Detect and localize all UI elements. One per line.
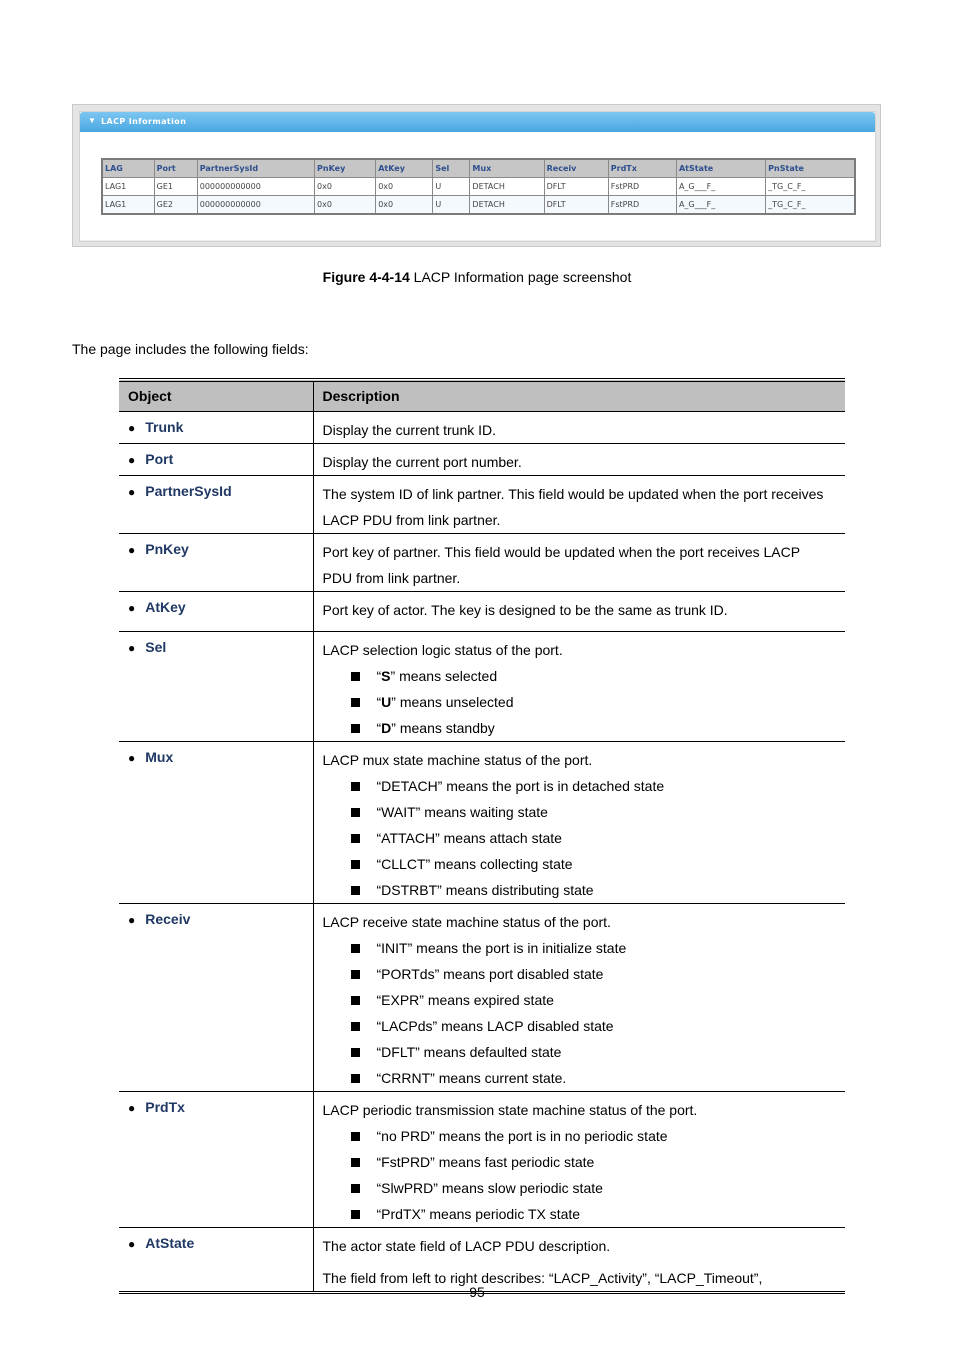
bullet-text-part: “LACPds” means LACP disabled state bbox=[376, 1017, 614, 1034]
bullet-text bbox=[351, 804, 548, 820]
table-cell: GE2 bbox=[154, 196, 197, 215]
bullet-text-part: “ bbox=[376, 693, 382, 710]
field-object bbox=[119, 592, 313, 617]
bullet-text-part: “SlwPRD” means slow periodic state bbox=[376, 1179, 603, 1196]
description-line: Port key of partner. This field would be updated when the port receives LACP bbox=[322, 543, 801, 560]
bullet-text bbox=[351, 966, 604, 982]
square-bullet-icon bbox=[351, 1210, 360, 1219]
table-cell: U bbox=[433, 178, 470, 196]
field-name: PnKey bbox=[145, 540, 189, 557]
lacp-panel bbox=[79, 111, 876, 242]
field-object bbox=[119, 476, 313, 501]
square-bullet-icon bbox=[351, 808, 360, 817]
field-name: PrdTx bbox=[145, 1098, 185, 1115]
square-bullet-icon bbox=[351, 886, 360, 895]
object-header: Object bbox=[119, 380, 313, 411]
table-cell: DFLT bbox=[544, 196, 608, 215]
bullet-text bbox=[351, 1206, 581, 1222]
field-object bbox=[119, 444, 313, 469]
bullet-text-part: “DFLT” means defaulted state bbox=[376, 1043, 562, 1060]
square-bullet-icon bbox=[351, 996, 360, 1005]
description-header: Description bbox=[313, 380, 845, 411]
field-name: Mux bbox=[145, 748, 174, 765]
field-name: Trunk bbox=[145, 418, 184, 435]
field-description-table bbox=[119, 378, 845, 1294]
description-bullet bbox=[323, 961, 838, 987]
bullet-text-bold: U bbox=[381, 693, 392, 710]
bullet-text-part: “CRRNT” means current state. bbox=[376, 1069, 567, 1086]
bullet-text-part: “DETACH” means the port is in detached state bbox=[376, 777, 665, 794]
figure-text: LACP Information page screenshot bbox=[409, 269, 632, 285]
bullet-dot-icon: ● bbox=[128, 640, 136, 655]
field-row bbox=[119, 741, 845, 903]
field-name: AtState bbox=[145, 1234, 195, 1251]
table-cell: DFLT bbox=[544, 178, 608, 196]
square-bullet-icon bbox=[351, 1048, 360, 1057]
field-name: PartnerSysId bbox=[145, 482, 232, 499]
bullet-dot-icon: ● bbox=[128, 600, 136, 615]
square-bullet-icon bbox=[351, 1022, 360, 1031]
column-header: Receiv bbox=[544, 159, 608, 178]
field-row bbox=[119, 1091, 845, 1227]
description-bullet bbox=[323, 1123, 838, 1149]
square-bullet-icon bbox=[351, 1132, 360, 1141]
field-description bbox=[314, 632, 846, 741]
field-object bbox=[119, 1092, 313, 1117]
column-header: PnState bbox=[766, 159, 855, 178]
bullet-text bbox=[351, 1044, 562, 1060]
bullet-text bbox=[351, 882, 594, 898]
panel-header[interactable] bbox=[80, 112, 875, 132]
description-bullet bbox=[323, 663, 838, 689]
field-object bbox=[119, 534, 313, 559]
field-name: AtKey bbox=[145, 598, 186, 615]
description-line: The system ID of link partner. This field would be updated when the port receives bbox=[322, 485, 824, 502]
field-description bbox=[314, 412, 846, 443]
figure-label: Figure 4-4-14 bbox=[322, 269, 410, 285]
description-line: Display the current port number. bbox=[322, 453, 522, 470]
description-line: PDU from link partner. bbox=[322, 569, 461, 586]
collapse-triangle-icon[interactable]: ▼ bbox=[88, 116, 96, 125]
bullet-text bbox=[351, 694, 514, 710]
bullet-text bbox=[351, 1070, 567, 1086]
bullet-text bbox=[351, 668, 498, 684]
bullet-text-part: ” means selected bbox=[390, 667, 498, 684]
square-bullet-icon bbox=[351, 1158, 360, 1167]
bullet-dot-icon: ● bbox=[128, 484, 136, 499]
figure-caption bbox=[0, 269, 954, 285]
field-name: Port bbox=[145, 450, 174, 467]
square-bullet-icon bbox=[351, 860, 360, 869]
field-description bbox=[314, 742, 846, 903]
bullet-text bbox=[351, 830, 562, 846]
bullet-text bbox=[351, 992, 554, 1008]
description-bullet bbox=[323, 825, 838, 851]
table-cell: 0x0 bbox=[315, 178, 376, 196]
field-description bbox=[314, 1092, 846, 1227]
bullet-text-bold: D bbox=[381, 719, 392, 736]
table-cell: LAG1 bbox=[102, 178, 154, 196]
square-bullet-icon bbox=[351, 782, 360, 791]
description-line: Port key of actor. The key is designed to be the same as trunk ID. bbox=[322, 601, 728, 618]
square-bullet-icon bbox=[351, 944, 360, 953]
bullet-text-part: ” means standby bbox=[391, 719, 495, 736]
field-description bbox=[314, 904, 846, 1091]
table-cell: 0x0 bbox=[376, 196, 433, 215]
field-description bbox=[314, 476, 846, 533]
field-description bbox=[314, 444, 846, 475]
bullet-text-part: “WAIT” means waiting state bbox=[376, 803, 548, 820]
field-object bbox=[119, 904, 313, 929]
column-header: Sel bbox=[433, 159, 470, 178]
description-line: The field from left to right describes: “LACP_Activity”, “LACP_Timeout”, bbox=[322, 1269, 763, 1286]
field-row bbox=[119, 475, 845, 533]
field-object bbox=[119, 412, 313, 437]
description-bullet bbox=[323, 799, 838, 825]
table-cell: 000000000000 bbox=[197, 178, 314, 196]
field-object bbox=[119, 1228, 313, 1253]
square-bullet-icon bbox=[351, 724, 360, 733]
column-header: PartnerSysId bbox=[197, 159, 314, 178]
field-object bbox=[119, 632, 313, 657]
bullet-text-part: “INIT” means the port is in initialize state bbox=[376, 939, 627, 956]
bullet-dot-icon: ● bbox=[128, 1100, 136, 1115]
description-bullet bbox=[323, 877, 838, 903]
field-object bbox=[119, 742, 313, 767]
square-bullet-icon bbox=[351, 970, 360, 979]
description-bullet bbox=[323, 1039, 838, 1065]
table-row bbox=[102, 196, 855, 215]
bullet-text bbox=[351, 1180, 603, 1196]
field-description bbox=[314, 592, 846, 623]
description-line: LACP receive state machine status of the port. bbox=[322, 913, 611, 930]
bullet-text-part: “ATTACH” means attach state bbox=[376, 829, 562, 846]
bullet-text-part: “DSTRBT” means distributing state bbox=[376, 881, 594, 898]
bullet-text-part: “PORTds” means port disabled state bbox=[376, 965, 604, 982]
bullet-dot-icon: ● bbox=[128, 420, 136, 435]
bullet-text-part: “ bbox=[376, 719, 382, 736]
table-cell: FstPRD bbox=[608, 196, 676, 215]
table-row bbox=[102, 178, 855, 196]
description-bullet bbox=[323, 1175, 838, 1201]
description-bullet bbox=[323, 715, 838, 741]
square-bullet-icon bbox=[351, 672, 360, 681]
bullet-text bbox=[351, 940, 627, 956]
bullet-text bbox=[351, 720, 495, 736]
bullet-text-bold: S bbox=[381, 667, 391, 684]
bullet-dot-icon: ● bbox=[128, 1236, 136, 1251]
description-bullet bbox=[323, 851, 838, 877]
bullet-text-part: “PrdTX” means periodic TX state bbox=[376, 1205, 581, 1222]
field-row bbox=[119, 443, 845, 475]
description-line: The actor state field of LACP PDU description. bbox=[322, 1237, 611, 1254]
bullet-text bbox=[351, 778, 665, 794]
field-row bbox=[119, 631, 845, 741]
bullet-dot-icon: ● bbox=[128, 542, 136, 557]
table-cell: FstPRD bbox=[608, 178, 676, 196]
table-cell: 000000000000 bbox=[197, 196, 314, 215]
bullet-text bbox=[351, 1154, 595, 1170]
square-bullet-icon bbox=[351, 698, 360, 707]
field-row bbox=[119, 1227, 845, 1292]
field-row bbox=[119, 903, 845, 1091]
bullet-text bbox=[351, 1128, 668, 1144]
bullet-text-part: ” means unselected bbox=[391, 693, 514, 710]
description-line: LACP periodic transmission state machine status of the port. bbox=[322, 1101, 698, 1118]
bullet-text bbox=[351, 1018, 614, 1034]
square-bullet-icon bbox=[351, 834, 360, 843]
field-row bbox=[119, 411, 845, 443]
table-cell: 0x0 bbox=[376, 178, 433, 196]
column-header: PrdTx bbox=[608, 159, 676, 178]
table-cell: U bbox=[433, 196, 470, 215]
description-bullet bbox=[323, 1201, 838, 1227]
bullet-text-part: “FstPRD” means fast periodic state bbox=[376, 1153, 595, 1170]
table-cell: DETACH bbox=[470, 196, 544, 215]
field-row bbox=[119, 591, 845, 631]
table-cell: GE1 bbox=[154, 178, 197, 196]
bullet-text-part: “no PRD” means the port is in no periodic state bbox=[376, 1127, 668, 1144]
table-cell: A_G___F_ bbox=[676, 196, 765, 215]
field-description bbox=[314, 534, 846, 591]
table-cell: 0x0 bbox=[315, 196, 376, 215]
table-cell: _TG_C_F_ bbox=[766, 196, 855, 215]
column-header: PnKey bbox=[315, 159, 376, 178]
description-bullet bbox=[323, 689, 838, 715]
description-line: LACP mux state machine status of the port. bbox=[322, 751, 593, 768]
table-cell: _TG_C_F_ bbox=[766, 178, 855, 196]
field-row bbox=[119, 533, 845, 591]
column-header: Mux bbox=[470, 159, 544, 178]
bullet-text-part: “EXPR” means expired state bbox=[376, 991, 554, 1008]
table-cell: A_G___F_ bbox=[676, 178, 765, 196]
description-bullet bbox=[323, 1065, 838, 1091]
field-name: Sel bbox=[145, 638, 167, 655]
description-bullet bbox=[323, 773, 838, 799]
bullet-text bbox=[351, 856, 573, 872]
bullet-text-part: “ bbox=[376, 667, 382, 684]
description-line: Display the current trunk ID. bbox=[322, 421, 497, 438]
column-header: AtKey bbox=[376, 159, 433, 178]
lacp-screenshot bbox=[72, 104, 881, 247]
page-number: 95 bbox=[469, 1284, 485, 1300]
description-bullet bbox=[323, 935, 838, 961]
field-name: Receiv bbox=[145, 910, 191, 927]
bullet-dot-icon: ● bbox=[128, 750, 136, 765]
bullet-text-part: “CLLCT” means collecting state bbox=[376, 855, 573, 872]
description-line: LACP PDU from link partner. bbox=[322, 511, 501, 528]
description-bullet bbox=[323, 1013, 838, 1039]
panel-body bbox=[80, 132, 875, 240]
table-cell: DETACH bbox=[470, 178, 544, 196]
column-header: LAG bbox=[102, 159, 154, 178]
lacp-info-table bbox=[101, 158, 856, 215]
panel-title: LACP Information bbox=[101, 117, 187, 126]
description-line: LACP selection logic status of the port. bbox=[322, 641, 563, 658]
description-bullet bbox=[323, 987, 838, 1013]
square-bullet-icon bbox=[351, 1184, 360, 1193]
description-bullet bbox=[323, 1149, 838, 1175]
table-cell: LAG1 bbox=[102, 196, 154, 215]
field-description bbox=[314, 1228, 846, 1291]
bullet-dot-icon: ● bbox=[128, 912, 136, 927]
intro-text: The page includes the following fields: bbox=[72, 341, 309, 357]
square-bullet-icon bbox=[351, 1074, 360, 1083]
bullet-dot-icon: ● bbox=[128, 452, 136, 467]
column-header: Port bbox=[154, 159, 197, 178]
column-header: AtState bbox=[676, 159, 765, 178]
